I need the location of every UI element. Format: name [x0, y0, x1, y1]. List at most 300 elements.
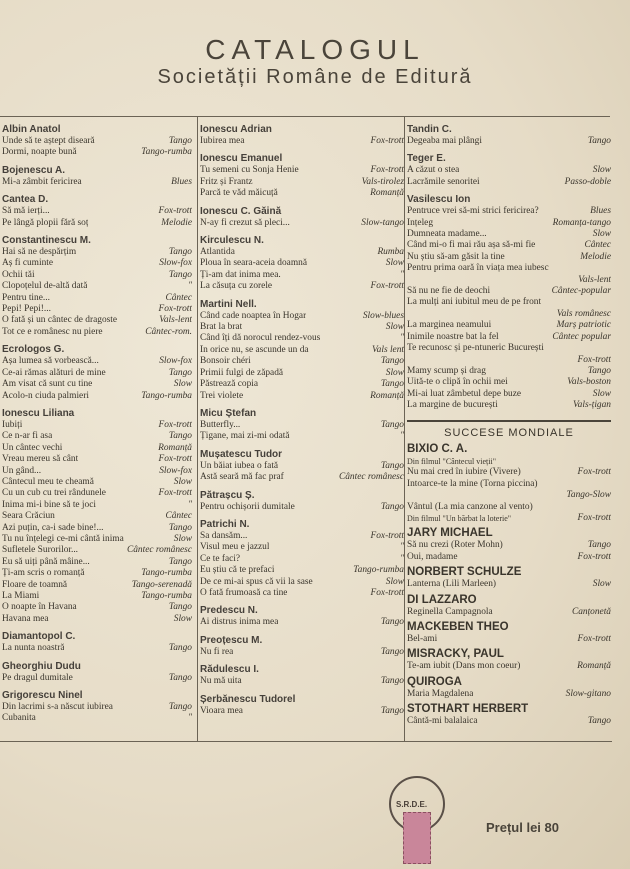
song-genre: Romanță [370, 188, 404, 199]
song-title: La nunta noastră [2, 643, 65, 654]
song-genre: Cântec [584, 240, 611, 251]
artist-name: Rădulescu I. [200, 664, 259, 676]
song-row [407, 320, 611, 331]
song-title: Primii fulgi de zăpadă [200, 367, 284, 378]
song-genre: Slow-fox [159, 356, 192, 367]
succese-genre: Canțonetă [571, 606, 611, 617]
song-title: La marginea neamului [407, 320, 492, 331]
song-genre: Fox-trott [158, 488, 192, 499]
song-row [200, 577, 404, 588]
song-genre: Tango [168, 602, 192, 613]
song-row [2, 500, 192, 511]
song-genre: Slow [592, 229, 611, 240]
song-genre: Tango [168, 247, 192, 258]
song-title: Pentru tine... [2, 292, 50, 303]
song-genre: Slow [173, 476, 192, 487]
bottom-rule [0, 741, 612, 742]
succese-title: Maria Magdalena [407, 688, 474, 699]
song-genre: Cântec românesc [126, 545, 192, 556]
song-genre: Tango [380, 419, 404, 430]
song-genre: Rumba [377, 247, 404, 258]
succese-title: Te-am iubit (Dans mon coeur) [407, 661, 521, 672]
song-genre: Passo-doble [564, 176, 611, 187]
succese-title: Din filmul "Un bărbat la loterie" [407, 513, 512, 523]
song-row [200, 542, 404, 553]
song-genre: Romanța-tango [552, 217, 611, 228]
song-row [2, 315, 192, 326]
song-genre: Cântec [165, 292, 192, 303]
song-row [2, 443, 192, 454]
song-row [200, 368, 404, 379]
artist-name: Patrichi N. [200, 518, 250, 530]
song-row [200, 502, 404, 513]
song-genre: Vals-tirolez [361, 176, 404, 187]
succese-genre: Slow-gitano [565, 688, 611, 699]
song-title: Ploua în seara-aceia doamnă [200, 258, 307, 269]
song-genre: Cântec popular [552, 331, 611, 342]
song-genre: Vals-țigan [572, 400, 611, 411]
song-genre: Cântec-popular [551, 286, 611, 297]
song-genre: Fox-trott [577, 354, 611, 365]
succese-title: Din filmul "Cântecul vieții" [407, 456, 496, 466]
song-row [200, 165, 404, 176]
song-title: Ce-ai rămas alături de mine [2, 367, 106, 378]
song-genre: Melodie [580, 251, 611, 262]
artist-name: Ionescu C. Găină [200, 205, 282, 217]
song-row [2, 702, 192, 713]
succese-row [407, 456, 611, 467]
song-row [2, 368, 192, 379]
column-divider-1 [197, 116, 198, 741]
artist-name: Micu Ștefan [200, 407, 257, 419]
succese-title: Intoarce-te la mine (Torna piccina) [407, 478, 538, 489]
song-genre: Tango [380, 356, 404, 367]
song-row [2, 511, 192, 522]
song-row [407, 343, 611, 354]
catalog-column-1 [2, 118, 192, 725]
song-genre: Tango [380, 705, 404, 716]
song-genre: Slow [173, 379, 192, 390]
song-row [2, 431, 192, 442]
song-title: Uită-te o clipă în ochii mei [407, 377, 508, 388]
artist-name: Gheorghiu Dudu [2, 660, 81, 672]
song-title: Astă seară mă fac praf [200, 472, 284, 483]
column-divider-2 [404, 116, 405, 741]
artist-name: Cantea D. [2, 194, 49, 206]
song-row [2, 591, 192, 602]
song-row [2, 534, 192, 545]
page-title: CATALOGUL [205, 34, 425, 65]
succese-title: Vântul (La mia canzone al vento) [407, 501, 533, 512]
song-row [2, 247, 192, 258]
song-row [2, 568, 192, 579]
song-row [200, 431, 404, 442]
song-genre: " [188, 281, 192, 292]
song-title: Dumneata madame... [407, 229, 487, 240]
succese-genre: Tango [587, 716, 611, 727]
song-genre: " [400, 553, 404, 564]
artist-name: Predescu N. [200, 605, 258, 617]
song-row [2, 643, 192, 654]
song-genre: Tango [380, 617, 404, 628]
song-row [407, 240, 611, 251]
succese-genre: Romanță [577, 661, 611, 672]
song-genre: Slow [592, 165, 611, 176]
succese-row [407, 552, 611, 563]
song-title: Pe dragul dumitale [2, 672, 73, 683]
song-genre: Cântec [165, 511, 192, 522]
song-genre: Tango-rumba [141, 147, 192, 158]
song-genre: Tango [587, 136, 611, 146]
song-title: O fată și un cântec de dragoste [2, 315, 118, 326]
song-row [200, 258, 404, 269]
song-title: Să mă ierți... [2, 206, 50, 217]
song-title: Dormi, noapte bună [2, 147, 77, 158]
artist-name: Tandin C. [407, 124, 452, 135]
song-title: De ce mi-ai spus că vii la sase [200, 576, 313, 587]
song-genre: Tango [168, 522, 192, 533]
song-row [200, 270, 404, 281]
succese-row [407, 467, 611, 478]
song-genre: Melodie [161, 217, 192, 228]
song-title: O noapte în Havana [2, 602, 77, 613]
song-genre: Cântec românesc [338, 472, 404, 483]
song-genre: Tango [380, 676, 404, 687]
song-row [2, 147, 192, 158]
song-row [2, 557, 192, 568]
succese-row [407, 490, 611, 501]
song-title: Acolo-n ciuda palmieri [2, 390, 89, 401]
succese-list [407, 443, 611, 728]
song-title: Ți-am dat inima mea. [200, 269, 281, 280]
song-genre: " [400, 431, 404, 442]
song-row [2, 545, 192, 556]
song-title: Fritz și Frantz [200, 176, 253, 187]
song-title: Nu știu să-am găsit la tine [407, 251, 505, 262]
song-row [2, 293, 192, 304]
song-genre: Fox-trott [370, 136, 404, 146]
song-title: Visul meu e jazzul [200, 542, 270, 553]
song-title: Ce n-ar fi asa [2, 431, 53, 442]
song-title: Clopoțelul de-altă dată [2, 281, 88, 292]
song-title: Păstrează copia [200, 379, 259, 390]
song-row [200, 588, 404, 599]
song-title: Cântecul meu te cheamă [2, 476, 94, 487]
song-genre: Tango-rumba [141, 591, 192, 601]
succese-artist: QUIROGA [407, 675, 462, 688]
succese-row [407, 540, 611, 551]
succese-title: Bel-ami [407, 634, 438, 644]
song-row [2, 136, 192, 147]
song-row [2, 488, 192, 499]
song-genre: Vals românesc [556, 308, 611, 319]
song-genre: Fox-trott [370, 530, 404, 541]
song-title: La căsuța cu zorele [200, 281, 273, 292]
succese-rule [407, 420, 611, 422]
song-genre: Cântec-rom. [145, 326, 192, 337]
song-row [200, 356, 404, 367]
succese-title: Reginella Campagnola [407, 606, 493, 617]
succese-title: Cântă-mi balalaica [407, 716, 478, 727]
song-row [2, 523, 192, 534]
song-title: Cu un cub cu trei rândunele [2, 488, 106, 499]
succese-row [407, 502, 611, 513]
song-genre [607, 343, 611, 354]
song-row [2, 206, 192, 217]
song-row [200, 333, 404, 344]
song-title: Degeaba mai plângi [407, 136, 482, 146]
song-row [2, 602, 192, 613]
song-title: Iubirea mea [200, 136, 245, 146]
song-title: La Miami [2, 591, 40, 601]
song-genre: Slow [385, 258, 404, 269]
song-title: Un băiat iubea o fată [200, 460, 279, 471]
song-row [407, 177, 611, 188]
price-label: Prețul lei 80 [486, 820, 559, 835]
succese-artist: JARY MICHAEL [407, 527, 493, 540]
song-genre: Slow [385, 576, 404, 587]
song-title: Când cade noaptea în Hogar [200, 310, 307, 321]
song-title: Ți-am scris o romanță [2, 568, 85, 579]
song-genre: Tango [380, 379, 404, 390]
song-genre: Tango [168, 702, 192, 713]
song-genre: Blues [590, 206, 611, 217]
song-title: Când mi-o fi mai rău așa să-mi fie [407, 240, 536, 251]
artist-name: Șerbănescu Tudorel [200, 693, 296, 705]
succese-genre [607, 456, 611, 467]
song-title: Ai distrus inima mea [200, 617, 279, 628]
song-title: Am visat că sunt cu tine [2, 379, 93, 390]
artist-name: Vasilescu Ion [407, 194, 471, 206]
song-title: Ce te faci? [200, 553, 241, 564]
song-genre: Tango-rumba [141, 568, 192, 579]
song-genre: Tango [168, 136, 192, 146]
song-title: Havana mea [2, 613, 49, 624]
song-title: Eu să uiți până mâine... [2, 556, 90, 567]
song-row [200, 136, 404, 147]
song-title: În orice nu, se ascunde un da [200, 344, 309, 355]
succese-row [407, 607, 611, 618]
song-genre: Fox-trott [370, 165, 404, 176]
song-title: Vioara mea [200, 705, 243, 716]
song-genre: Tango [587, 365, 611, 376]
stamp-label: S.R.D.E. [396, 800, 428, 809]
song-genre: Marș patriotic [556, 320, 611, 331]
song-genre: Fox-trott [158, 304, 192, 315]
artist-name: Kirculescu N. [200, 235, 264, 247]
song-title: Inima mi-i bine să te joci [2, 499, 96, 510]
song-row [200, 531, 404, 542]
song-title: Un cântec vechi [2, 442, 63, 453]
song-row [200, 311, 404, 322]
artist-name: Teger E. [407, 153, 446, 165]
song-row [407, 252, 611, 263]
succese-genre: Slow [592, 579, 611, 590]
column-3-composers [407, 123, 611, 412]
song-genre: " [400, 542, 404, 553]
song-row [200, 647, 404, 658]
song-row [2, 614, 192, 625]
artist-name: Ecrologos G. [2, 344, 65, 356]
song-genre: Tango-rumba [141, 390, 192, 401]
song-row [200, 391, 404, 402]
song-title: Floare de toamnă [2, 579, 68, 590]
page-subtitle: Societății Române de Editură [157, 66, 473, 88]
song-title: Tu semeni cu Sonja Henie [200, 165, 299, 176]
artist-name: Martini Nell. [200, 298, 257, 310]
song-genre: Fox-trott [158, 206, 192, 217]
catalog-column-2 [200, 118, 404, 717]
song-genre: Tango [168, 367, 192, 378]
song-title: Din lacrimi s-a născut iubirea [2, 702, 113, 713]
song-title: Bonsoir chéri [200, 356, 251, 367]
song-row [200, 617, 404, 628]
song-genre: Tango-rumba [353, 565, 404, 576]
song-genre: Fox-trott [370, 587, 404, 598]
artist-name: Ionescu Adrian [200, 124, 272, 135]
song-row [2, 258, 192, 269]
song-row [200, 218, 404, 229]
song-genre: Tango [168, 431, 192, 442]
succese-artist: STOTHART HERBERT [407, 703, 529, 716]
song-row [200, 281, 404, 292]
song-genre: Vals-lent [578, 274, 611, 285]
song-title: Nu fi rea [200, 646, 234, 657]
song-row [2, 477, 192, 488]
song-title: Mi-ai luat zâmbetul depe buze [407, 388, 522, 399]
song-title: Tot ce e românesc nu piere [2, 326, 103, 337]
succese-artist: DI LAZZARO [407, 593, 477, 606]
song-row [407, 366, 611, 377]
song-genre: Tango [168, 269, 192, 280]
artist-name: Preoțescu M. [200, 634, 263, 646]
song-genre: Slow-fox [159, 258, 192, 269]
succese-row [407, 479, 611, 490]
song-title: Cubanita [2, 713, 36, 724]
song-genre: Tango [380, 460, 404, 471]
song-row [2, 673, 192, 684]
header-rule [0, 116, 610, 117]
song-row [407, 389, 611, 400]
song-genre: Tango [168, 556, 192, 567]
song-genre: Slow [385, 322, 404, 333]
song-row [200, 706, 404, 717]
song-title: Mamy scump și drag [407, 365, 486, 376]
song-genre: Fox-trott [370, 281, 404, 292]
succese-title: Oui, madame [407, 551, 458, 562]
song-title: Azi puțin, ca-i sade bine!... [2, 522, 104, 533]
song-row [2, 713, 192, 724]
song-row [407, 309, 611, 320]
succese-title: Să nu crezi (Roter Mohn) [407, 540, 503, 551]
song-row [2, 391, 192, 402]
song-genre: " [400, 269, 404, 280]
song-row [407, 229, 611, 240]
song-row [2, 304, 192, 315]
song-row [407, 377, 611, 388]
song-title: Așa lumea să vorbească... [2, 356, 99, 367]
song-title: A căzut o stea [407, 165, 460, 176]
song-genre: Vals lent [371, 344, 404, 355]
tax-stamp [403, 812, 431, 864]
artist-name: Ionescu Emanuel [200, 153, 283, 165]
succese-row [407, 579, 611, 590]
song-title: O fată frumoasă ca tine [200, 587, 288, 598]
song-title: Sa dansăm... [200, 530, 248, 541]
song-row [200, 379, 404, 390]
song-genre: Tango [168, 672, 192, 683]
song-row [407, 286, 611, 297]
song-title: Când îți dă norocul rendez-vous [200, 333, 321, 344]
song-row [2, 580, 192, 591]
song-title: Parcă te văd măicuță [200, 188, 278, 199]
song-row [407, 355, 611, 366]
song-title: Vreau mereu să cânt [2, 454, 79, 465]
song-genre: Romanță [370, 390, 404, 401]
song-genre: Vals-boston [567, 377, 611, 388]
song-row [2, 454, 192, 465]
song-genre: Slow [173, 613, 192, 624]
song-title: Să nu ne fie de deochi [407, 286, 491, 297]
song-title: Lacrămile senoritei [407, 176, 480, 187]
song-title: Pentru ochișorii dumitale [200, 501, 295, 512]
song-row [407, 206, 611, 217]
song-title: Pepi! Pepi!... [2, 304, 51, 315]
song-row [200, 676, 404, 687]
song-genre: Tango-serenadă [131, 579, 192, 590]
song-genre: " [188, 499, 192, 510]
song-title: Butterfly... [200, 419, 241, 430]
song-title: Sufletele Surorilor... [2, 545, 79, 556]
song-title: Eu știu că te prefaci [200, 565, 275, 576]
song-genre: Tango [380, 501, 404, 512]
succese-title: Lanterna (Lili Marleen) [407, 579, 497, 590]
artist-name: Grigorescu Ninel [2, 690, 83, 702]
song-genre: Fox-trott [158, 419, 192, 430]
song-genre: Slow [173, 533, 192, 544]
succese-genre: Tango [587, 540, 611, 551]
artist-name: Ionescu Liliana [2, 407, 75, 419]
succese-row [407, 661, 611, 672]
succese-artist: BIXIO C. A. [407, 442, 468, 455]
succese-artist: MACKEBEN THEO [407, 621, 509, 633]
succese-genre: Fox-trott [577, 634, 611, 644]
song-row [200, 177, 404, 188]
song-row [200, 420, 404, 431]
song-title: Pentruce vrei să-mi strici fericirea? [407, 206, 539, 217]
artist-name: Diamantopol C. [2, 631, 76, 643]
song-genre: Fox-trott [158, 454, 192, 465]
succese-row [407, 689, 611, 700]
song-row [407, 400, 611, 411]
song-title: Înțeleg [407, 217, 434, 228]
song-row [407, 275, 611, 286]
song-title: Brat la brat [200, 322, 243, 333]
song-row [200, 565, 404, 576]
song-row [200, 247, 404, 258]
succese-genre: Tango-Slow [566, 490, 611, 501]
song-row [2, 466, 192, 477]
song-row [407, 165, 611, 176]
song-genre: Slow-blues [362, 310, 404, 321]
succese-genre: Fox-trott [577, 512, 611, 523]
song-title: Un gând... [2, 465, 42, 476]
song-title: La mulți ani iubitul meu de pe front [407, 297, 542, 308]
succese-genre: Fox-trott [577, 467, 611, 478]
song-row [200, 322, 404, 333]
succese-title: Nu mai cred în iubire (Vivere) [407, 467, 521, 478]
song-genre: Slow [592, 388, 611, 399]
